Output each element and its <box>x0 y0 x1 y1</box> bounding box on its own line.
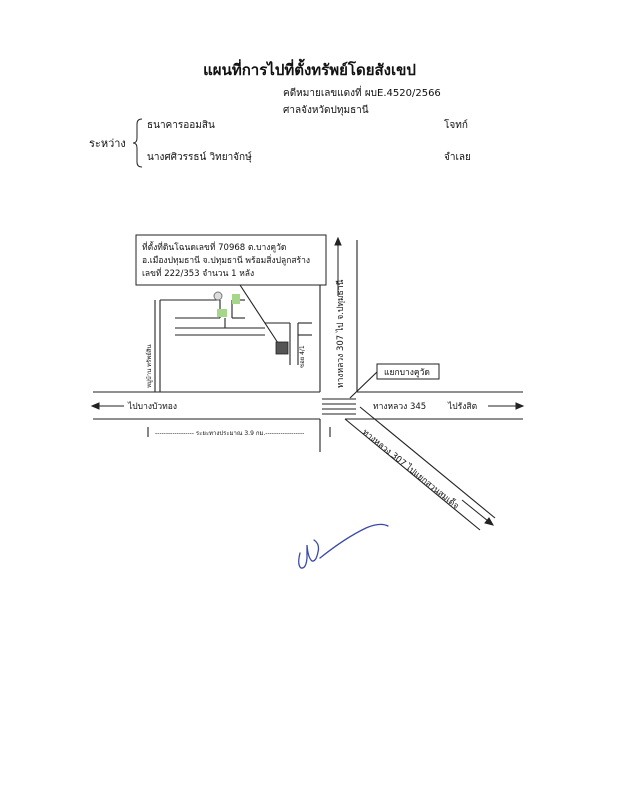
callout-line-1: ที่ตั้งที่ดินโฉนดเลขที่ 70968 ต.บางคูวัด <box>142 243 287 253</box>
hw307se-east-edge <box>360 407 495 518</box>
property-leader-line <box>240 285 278 343</box>
hw345-label: ทางหลวง 345 <box>373 402 427 412</box>
plaintiff-role: โจทก์ <box>444 120 468 131</box>
callout-line-3: เลขที่ 222/353 จำนวน 1 หลัง <box>142 269 255 279</box>
property-marker <box>276 342 288 354</box>
page-title: แผนที่การไปที่ตั้งทรัพย์โดยสังเขป <box>203 61 416 79</box>
between-label: ระหว่าง <box>89 137 126 150</box>
junction-leader-line <box>350 372 377 398</box>
to-bang-bua-thong-label: ไปบางบัวทอง <box>128 402 178 412</box>
court-name: ศาลจังหวัดปทุมธานี <box>283 105 369 116</box>
defendant-role: จำเลย <box>444 152 471 163</box>
signature <box>299 524 388 568</box>
junction-label: แยกบางคูวัด <box>384 368 430 378</box>
defendant-name: นางศศิวรรธน์ วิทยาจักษุ์ <box>147 152 252 163</box>
arrow-east <box>488 403 523 409</box>
village-label: หมู่บ้าน ทรัพย์สิน <box>146 344 153 388</box>
green-accent-1 <box>217 309 227 317</box>
hw307-southeast-label: ทางหลวง 307 ไปแยกสวนสมเด็จ <box>360 427 461 512</box>
arrow-west <box>92 403 124 409</box>
hw307-north-label: ทางหลวง 307 ไป จ.ปทุมธานี <box>336 279 346 388</box>
green-accent-2 <box>232 294 240 304</box>
plaintiff-name: ธนาคารออมสิน <box>147 120 215 131</box>
to-rangsit-label: ไปรังสิต <box>448 402 478 412</box>
landmark-circle <box>214 292 222 300</box>
case-number: คดีหมายเลขแดงที่ ผบE.4520/2566 <box>283 88 441 99</box>
callout-line-2: อ.เมืองปทุมธานี จ.ปทุมธานี พร้อมสิ่งปลูกสร้าง <box>142 256 311 266</box>
distance-note: ------------------ ระยะทางประมาณ 3.9 กม.------------------ <box>155 430 305 437</box>
soi-label: ซอย 4/1 <box>299 345 306 368</box>
